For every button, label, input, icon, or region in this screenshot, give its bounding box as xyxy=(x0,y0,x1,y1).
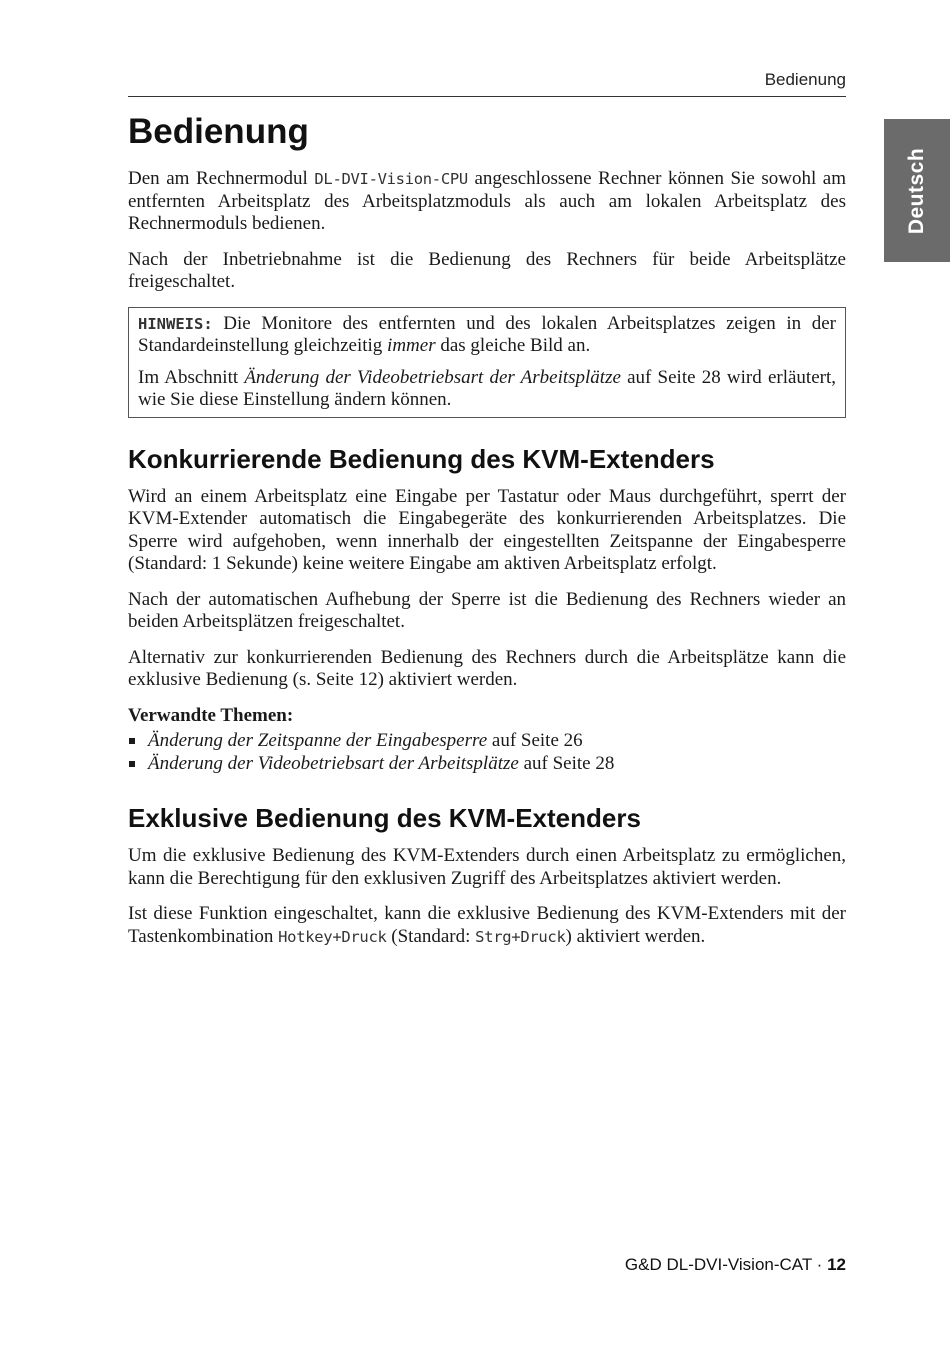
section2-p2-before: Ist diese Funktion eingeschaltet, kann die exklusive Bedienung des KVM-Extenders mit der Tastenkombination xyxy=(128,903,846,947)
section-heading-concurrent: Konkurrierende Bedienung des KVM-Extenders xyxy=(128,443,715,474)
note-p2-after: auf Seite 28 wird erläutert, wie Sie diese Einstellung ändern können. xyxy=(138,366,836,410)
note-p2-before: Im Abschnitt xyxy=(138,366,245,388)
note-p2-reference[interactable]: Änderung der Videobetriebsart der Arbeitsplätze xyxy=(244,366,621,388)
section1-paragraph-3: Alternativ zur konkurrierenden Bedienung des Rechners durch die Arbeitsplätze kann die exklusive Bedienung (s. Seite 12) aktiviert werden. xyxy=(128,646,846,690)
related-topic-title[interactable]: Änderung der Videobetriebsart der Arbeitsplätze xyxy=(148,752,519,774)
page-footer xyxy=(128,1255,846,1275)
section1-paragraph-2: Nach der automatischen Aufhebung der Sperre ist die Bedienung des Rechners wieder an beiden Arbeitsplätzen freigeschaltet. xyxy=(128,588,846,632)
section1-paragraph-1: Wird an einem Arbeitsplatz eine Eingabe per Tastatur oder Maus durchgeführt, sperrt der KVM-Extender automatisch die Eingabegeräte des konkurrierenden Arbeitsplatzes. Die Sperre wird aufgehoben, wenn innerhalb der eingestellten Zeitspanne der Eingabesperre (Standard: 1 Sekunde) keine weitere Eingabe am aktiven Arbeitsplatz erfolgt. xyxy=(128,485,846,574)
related-topics-title: Verwandte Themen: xyxy=(128,704,294,726)
related-topic-title[interactable]: Änderung der Zeitspanne der Eingabesperre xyxy=(148,730,488,751)
related-topics-list xyxy=(128,730,846,775)
default-key-combination: Strg+Druck xyxy=(475,927,566,946)
language-tab xyxy=(884,119,950,262)
intro-paragraph-2: Nach der Inbetriebnahme ist die Bedienung des Rechners für beide Arbeitsplätze freigeschaltet. xyxy=(128,248,846,292)
page-content xyxy=(128,108,846,961)
note-p1-before: Die Monitore des entfernten und des lokalen Arbeitsplatzes zeigen in der Standardeinstellung gleichzeitig xyxy=(138,312,836,356)
note-paragraph-1 xyxy=(138,313,836,358)
intro-p1-before: Den am Rechnermodul xyxy=(128,168,315,189)
note-p1-after: das gleiche Bild an. xyxy=(435,335,591,356)
related-topic-item[interactable] xyxy=(128,753,846,776)
section2-p2-after: ) aktiviert werden. xyxy=(565,925,706,947)
related-topic-item[interactable] xyxy=(128,730,846,753)
note-label: HINWEIS: xyxy=(138,314,213,333)
section-heading-exclusive: Exklusive Bedienung des KVM-Extenders xyxy=(128,803,641,833)
note-paragraph-2 xyxy=(138,367,836,412)
intro-paragraph-1 xyxy=(128,168,846,236)
page-number: 12 xyxy=(827,1255,846,1274)
language-tab-label: Deutsch xyxy=(905,147,928,234)
section2-p2-mid: (Standard: xyxy=(386,925,476,947)
running-header: Bedienung xyxy=(128,70,846,97)
hotkey-combination: Hotkey+Druck xyxy=(278,927,387,946)
section2-paragraph-1: Um die exklusive Bedienung des KVM-Extenders durch einen Arbeitsplatz zu ermöglichen, kann die Berechtigung für den exklusiven Zugriff des Arbeitsplatzes aktiviert werden. xyxy=(128,845,846,889)
module-name-code: DL-DVI-Vision-CPU xyxy=(314,170,468,188)
intro-p1-after: angeschlossene Rechner können Sie sowohl am entfernten Arbeitsplatz des Arbeitsplatzmoduls als auch am lokalen Arbeitsplatz des Rechnermoduls bedienen. xyxy=(128,168,846,234)
footer-product: G&D DL-DVI-Vision-CAT · xyxy=(624,1255,828,1274)
note-box xyxy=(128,307,846,418)
section2-paragraph-2 xyxy=(128,903,846,948)
note-p1-italic: immer xyxy=(387,335,436,356)
related-topic-page: auf Seite 28 xyxy=(518,752,615,774)
related-topic-page: auf Seite 26 xyxy=(487,730,583,751)
page-title: Bedienung xyxy=(128,112,309,151)
